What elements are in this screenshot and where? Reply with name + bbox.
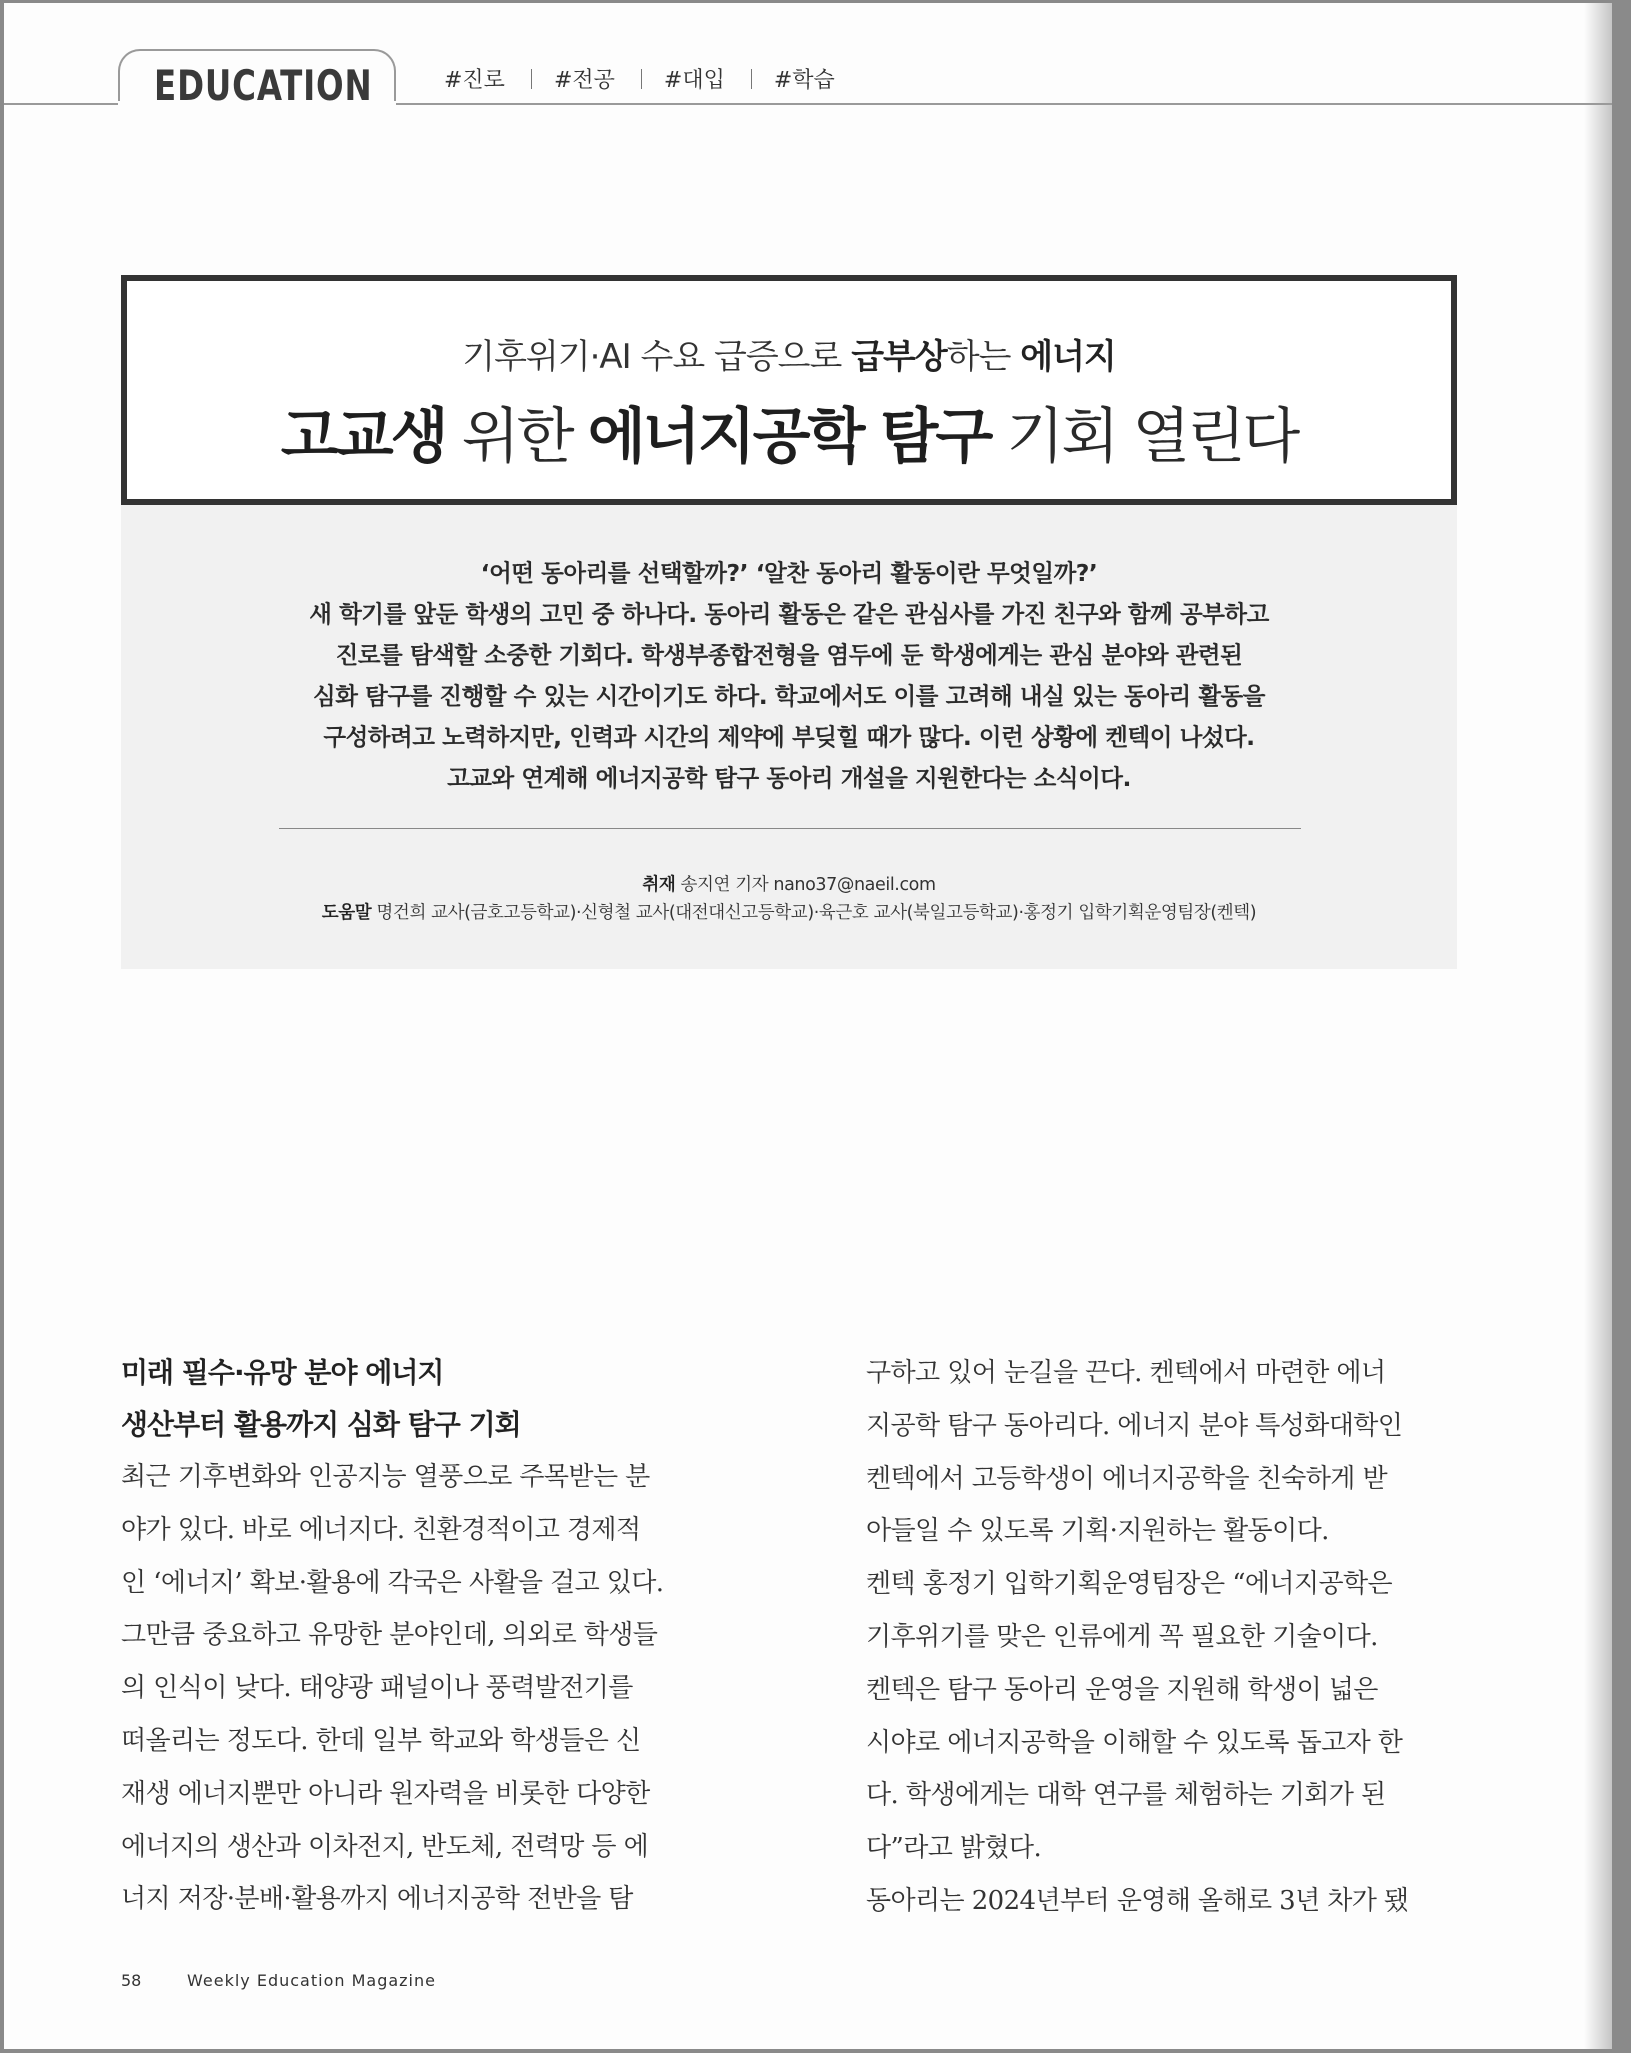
body-line: 재생 에너지뿐만 아니라 원자력을 비롯한 다양한 [121, 1778, 650, 1809]
lead-line: 심화 탐구를 진행할 수 있는 시간이기도 하다. 학교에서도 이를 고려해 내실 있는 동아리 활동을 [313, 682, 1265, 710]
body-line: 에너지의 생산과 이차전지, 반도체, 전력망 등 에 [121, 1831, 649, 1862]
lead-line: ‘어떤 동아리를 선택할까?’ ‘알찬 동아리 활동이란 무엇일까?’ [480, 559, 1098, 587]
body-line: 구하고 있어 눈길을 끈다. 켄텍에서 마련한 에너 [866, 1358, 1386, 1388]
body-line: 켄텍 홍정기 입학기획운영팀장은 “에너지공학은 [866, 1569, 1393, 1600]
lead-paragraph [161, 553, 1417, 799]
tag-career: #진로 [444, 68, 505, 93]
body-line: 켄텍은 탐구 동아리 운영을 지원해 학생이 넓은 [866, 1674, 1378, 1705]
tag-divider [641, 69, 642, 89]
body-line: 시야로 에너지공학을 이해할 수 있도록 돕고자 한 [866, 1727, 1403, 1758]
body-line: 기후위기를 맞은 인류에게 꼭 필요한 기술이다. [866, 1621, 1378, 1652]
body-line: 다”라고 밝혔다. [866, 1833, 1042, 1864]
lead-line: 진로를 탐색할 소중한 기회다. 학생부종합전형을 염두에 둔 학생에게는 관심 분야와 관련된 [335, 641, 1243, 669]
magazine-name: Weekly Education Magazine [187, 1971, 436, 1990]
credits [121, 871, 1457, 927]
tag-study: #학습 [773, 68, 835, 93]
body-line: 아들일 수 있도록 기획·지원하는 활동이다. [866, 1516, 1329, 1547]
page-number: 58 [121, 1971, 142, 1990]
body-line: 지공학 탐구 동아리다. 에너지 분야 특성화대학인 [866, 1410, 1403, 1441]
body-line: 켄텍에서 고등학생이 에너지공학을 친숙하게 받 [866, 1463, 1387, 1494]
tag-divider [531, 69, 532, 89]
section-heading: 미래 필수·유망 분야 에너지 [121, 1356, 444, 1389]
lead-box [121, 505, 1457, 969]
title-box [121, 275, 1457, 505]
lead-line: 구성하려고 노력하지만, 인력과 시간의 제약에 부딪힐 때가 많다. 이런 상황에 켄텍이 나섰다. [323, 723, 1255, 751]
article-subtitle: 기후위기·AI 수요 급증으로 급부상하는 에너지 [462, 337, 1116, 377]
body-line: 인 ‘에너지’ 확보·활용에 각국은 사활을 걸고 있다. [121, 1567, 664, 1598]
section-label: EDUCATION [154, 61, 373, 110]
reporter-credit: 취재 송지연 기자 nano37@naeil.com [642, 875, 936, 895]
magazine-page [4, 3, 1612, 2049]
tag-major: #전공 [553, 68, 615, 93]
body-line: 야가 있다. 바로 에너지다. 친환경적이고 경제적 [121, 1514, 641, 1545]
body-column-left [121, 1347, 721, 1926]
tag-list [444, 63, 861, 94]
lead-divider [279, 828, 1301, 829]
body-line: 의 인식이 낮다. 태양광 패널이나 풍력발전기를 [121, 1673, 633, 1704]
body-line: 너지 저장·분배·활용까지 에너지공학 전반을 탐 [121, 1884, 633, 1915]
tag-divider [751, 69, 752, 89]
body-line: 떠올리는 정도다. 한데 일부 학교와 학생들은 신 [121, 1725, 641, 1756]
page-edge-shadow [1584, 3, 1612, 2049]
lead-line: 고교와 연계해 에너지공학 탐구 동아리 개설을 지원한다는 소식이다. [447, 764, 1131, 792]
section-heading: 생산부터 활용까지 심화 탐구 기회 [121, 1408, 521, 1441]
body-line: 최근 기후변화와 인공지능 열풍으로 주목받는 분 [121, 1462, 650, 1492]
lead-line: 새 학기를 앞둔 학생의 고민 중 하나다. 동아리 활동은 같은 관심사를 가진 친구와 함께 공부하고 [309, 600, 1269, 628]
article-headline: 고교생 위한 에너지공학 탐구 기회 열린다 [280, 402, 1298, 472]
body-line: 그만큼 중요하고 유망한 분야인데, 의외로 학생들 [121, 1620, 658, 1651]
body-line: 동아리는 2024년부터 운영해 올해로 3년 차가 됐 [866, 1885, 1409, 1916]
body-column-right [866, 1347, 1466, 1928]
body-line: 다. 학생에게는 대학 연구를 체험하는 기회가 된 [866, 1780, 1386, 1811]
advisor-credit: 도움말 명건희 교사(금호고등학교)·신형철 교사(대전대신고등학교)·육근호 교사(북일고등학교)·홍정기 입학기획운영팀장(켄텍) [321, 903, 1257, 923]
tag-admission: #대입 [663, 68, 725, 93]
